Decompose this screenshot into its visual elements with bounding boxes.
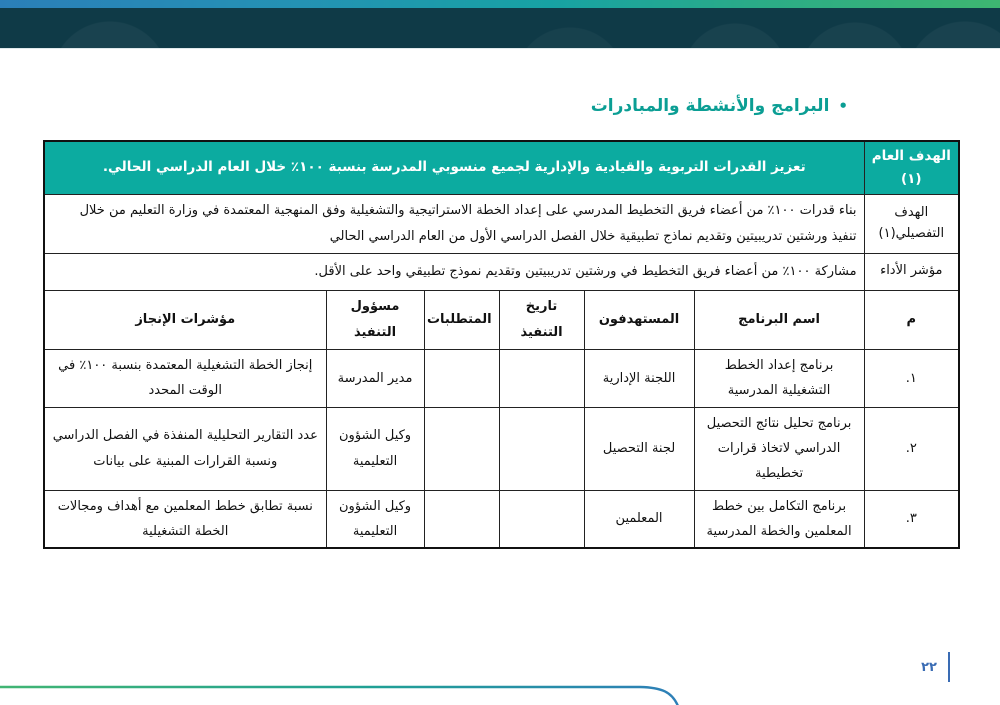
row-number-cell: ٣. (864, 490, 959, 548)
table-body (44, 141, 959, 548)
target-audience-cell: المعلمين (584, 490, 694, 548)
column-header-row (44, 290, 959, 349)
row-number-cell: ١. (864, 349, 959, 407)
achievement-indicators-cell: نسبة تطابق خطط المعلمين مع أهداف ومجالات الخطة التشغيلية (44, 490, 326, 548)
requirements-cell (424, 407, 499, 490)
section-heading-text: البرامج والأنشطة والمبادرات (590, 96, 830, 116)
detailed-goal-label-cell: الهدف التفصيلي(١) (864, 194, 959, 253)
row-number-cell: ٢. (864, 407, 959, 490)
execution-date-cell (499, 349, 584, 407)
execution-date-cell (499, 407, 584, 490)
achievement-indicators-cell: إنجاز الخطة التشغيلية المعتمدة بنسبة ١٠٠٪ في الوقت المحدد (44, 349, 326, 407)
table-row (44, 490, 959, 548)
col-header-target: المستهدفون (584, 290, 694, 349)
general-goal-row (44, 141, 959, 194)
col-header-date: تاريخ التنفيذ (499, 290, 584, 349)
achievement-indicators-cell: عدد التقارير التحليلية المنفذة في الفصل الدراسي ونسبة القرارات المبنية على بيانات (44, 407, 326, 490)
programs-table-wrap (43, 140, 958, 549)
col-header-program: اسم البرنامج (694, 290, 864, 349)
target-audience-cell: لجنة التحصيل (584, 407, 694, 490)
detailed-goal-value-cell: بناء قدرات ١٠٠٪ من أعضاء فريق التخطيط المدرسي على إعداد الخطة الاستراتيجية والتشغيلية وفق المنهجية المعتمدة في وزارة التعليم من خلال تنفيذ ورشتين تدريبيتين وتقديم نماذج تطبيقية خلال الفصل الدراسي الأول من العام الدراسي الحالي (44, 194, 864, 253)
program-name-cell: برنامج إعداد الخطط التشغيلية المدرسية (694, 349, 864, 407)
col-header-indicators: مؤشرات الإنجاز (44, 290, 326, 349)
page-footer (921, 652, 950, 682)
table-row (44, 349, 959, 407)
top-gradient-strip (0, 0, 1000, 8)
kpi-row (44, 253, 959, 290)
table-row (44, 407, 959, 490)
program-name-cell: برنامج تحليل نتائج التحصيل الدراسي لاتخاذ قرارات تخطيطية (694, 407, 864, 490)
execution-responsible-cell: مدير المدرسة (326, 349, 424, 407)
header-band (0, 8, 1000, 49)
requirements-cell (424, 349, 499, 407)
execution-responsible-cell: وكيل الشؤون التعليمية (326, 490, 424, 548)
section-heading (591, 96, 848, 116)
requirements-cell (424, 490, 499, 548)
general-goal-label-cell (864, 141, 959, 194)
col-header-requirements: المتطلبات (424, 290, 499, 349)
page-number-divider (948, 652, 950, 682)
general-goal-number: (١) (901, 170, 922, 187)
detailed-goal-row (44, 194, 959, 253)
general-goal-value-cell: تعزيز القدرات التربوية والقيادية والإدارية لجميع منسوبي المدرسة بنسبة ١٠٠٪ خلال العام الدراسي الحالي. (44, 141, 864, 194)
program-name-cell: برنامج التكامل بين خطط المعلمين والخطة المدرسية (694, 490, 864, 548)
bullet-icon: • (838, 96, 848, 115)
col-header-num: م (864, 290, 959, 349)
general-goal-label: الهدف العام (871, 148, 951, 164)
page-number: ٢٢ (921, 659, 937, 675)
kpi-value-cell: مشاركة ١٠٠٪ من أعضاء فريق التخطيط في ورشتين تدريبيتين وتقديم نموذج تطبيقي واحد على الأقل. (44, 253, 864, 290)
execution-date-cell (499, 490, 584, 548)
programs-table (43, 140, 960, 549)
col-header-responsible: مسؤول التنفيذ (326, 290, 424, 349)
kpi-label-cell: مؤشر الأداء (864, 253, 959, 290)
execution-responsible-cell: وكيل الشؤون التعليمية (326, 407, 424, 490)
target-audience-cell: اللجنة الإدارية (584, 349, 694, 407)
